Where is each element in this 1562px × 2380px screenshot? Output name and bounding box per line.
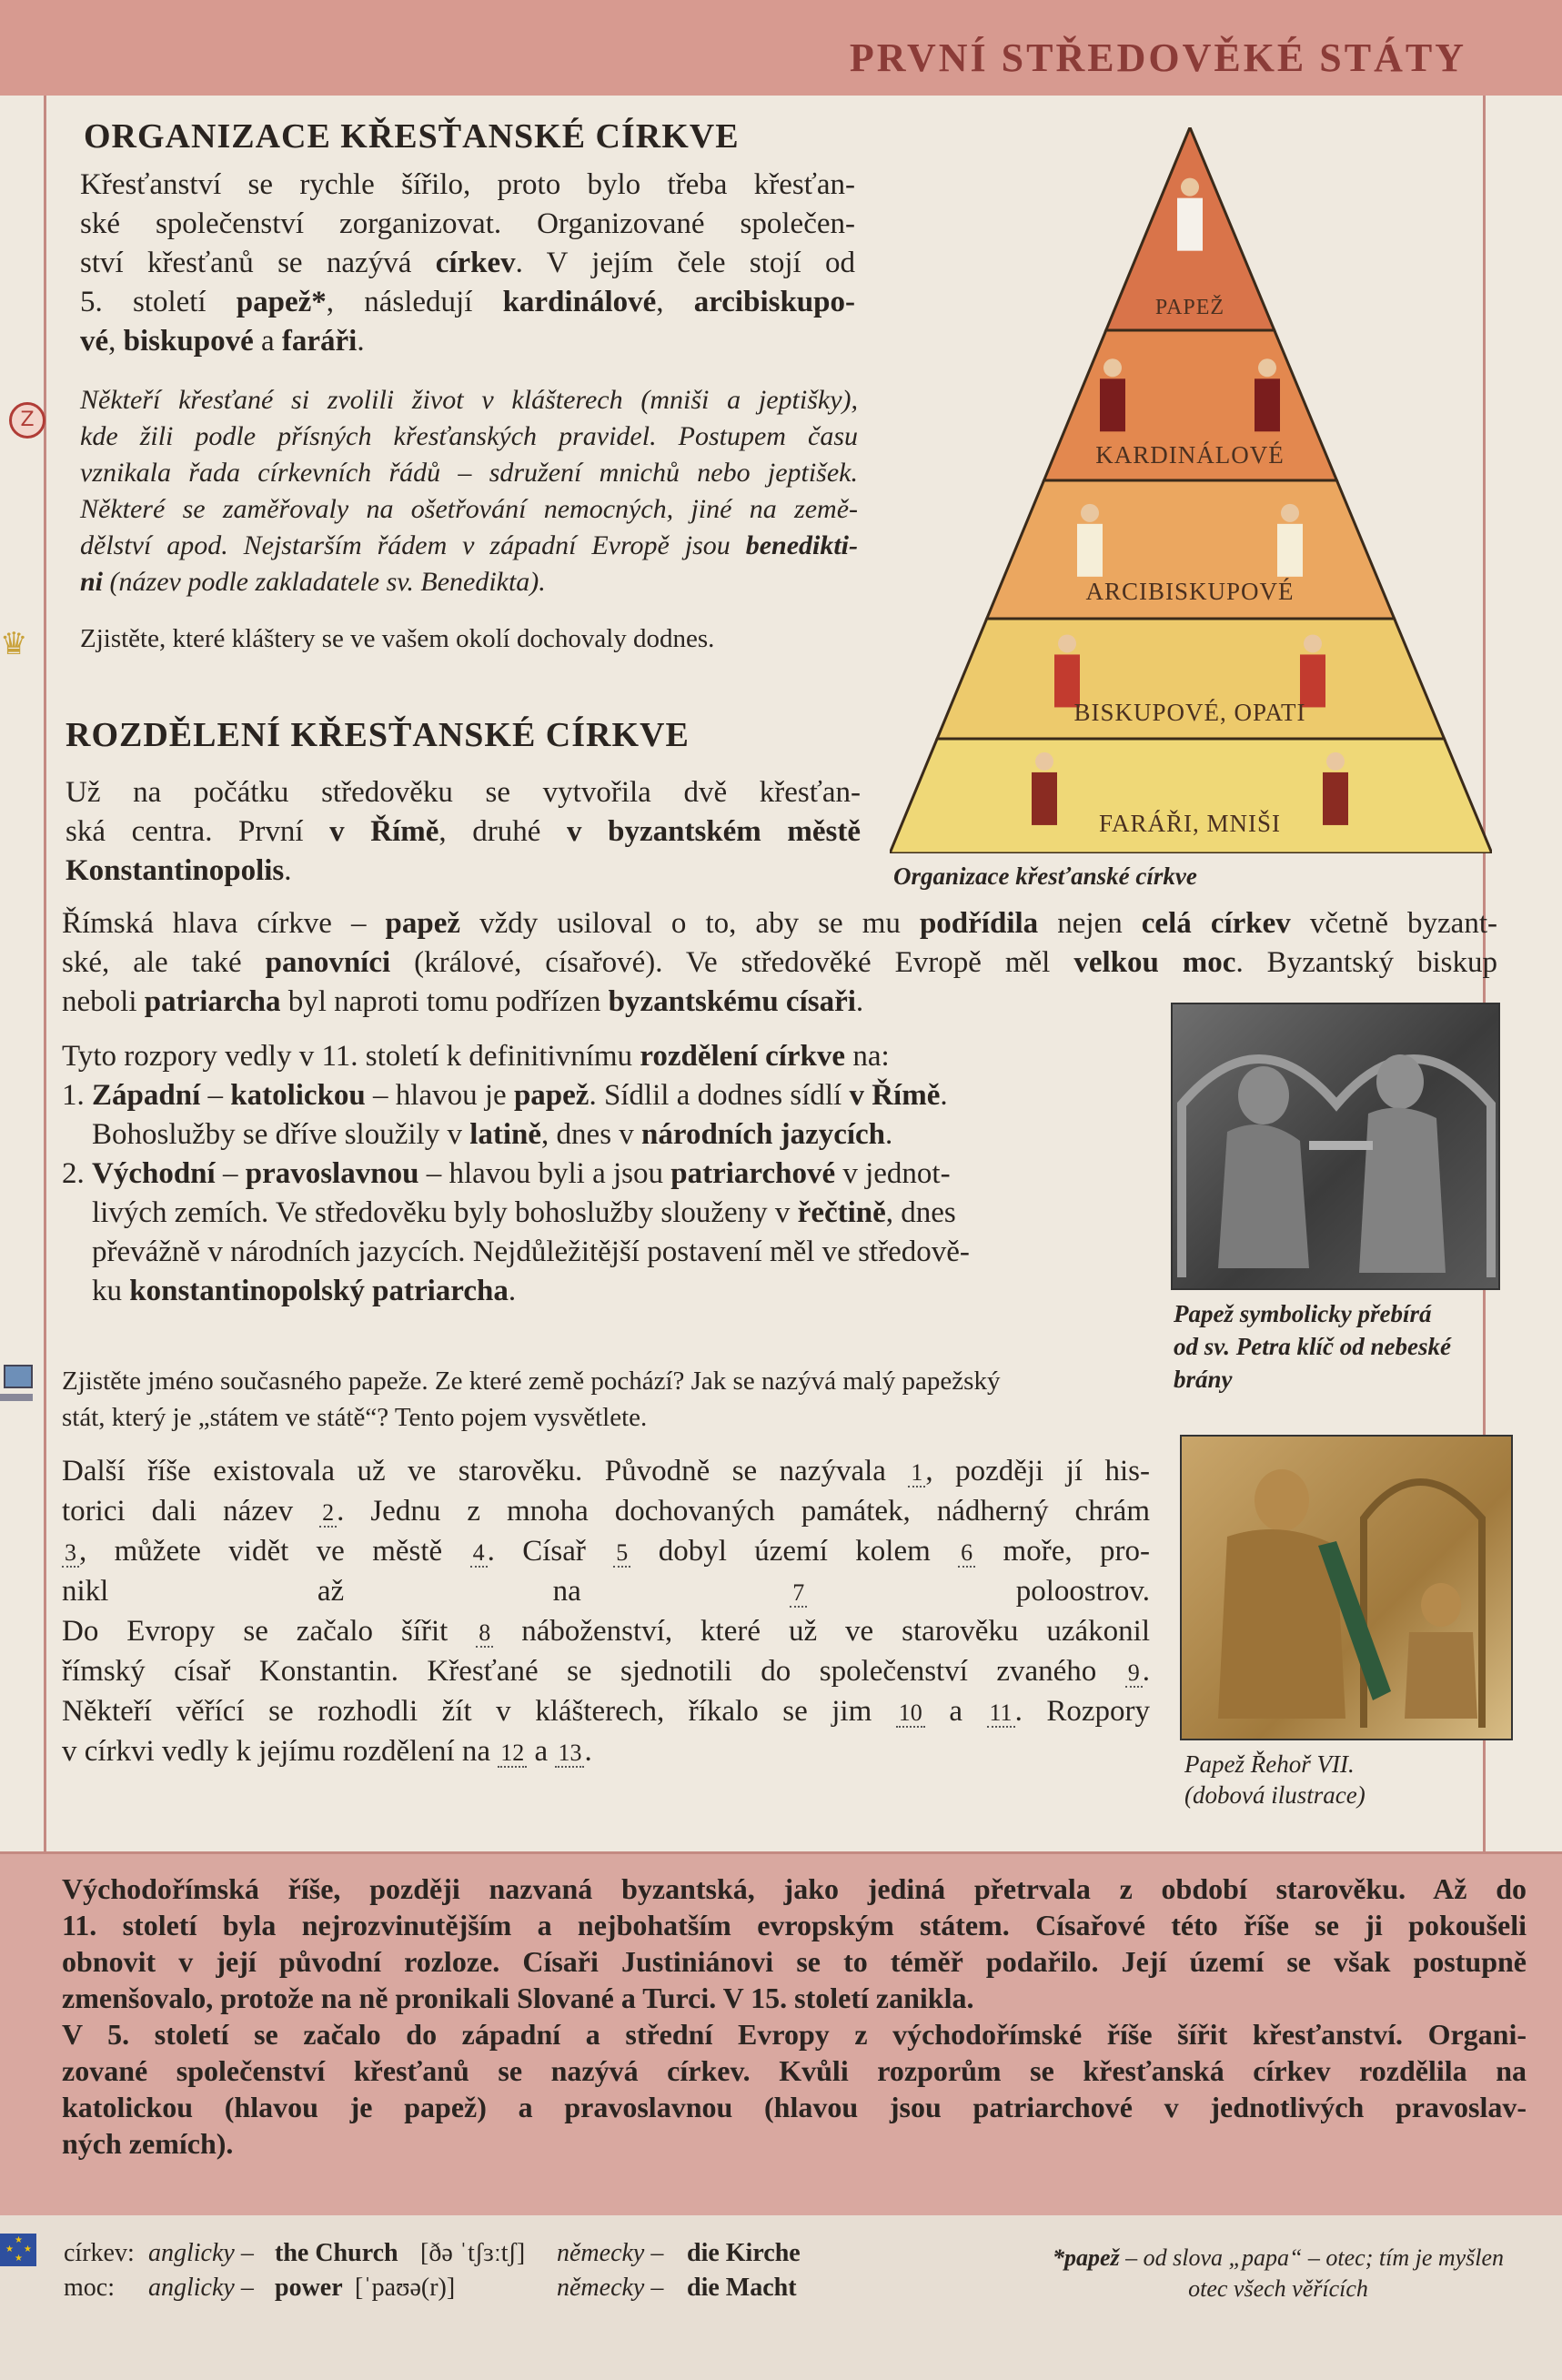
bold-term: latině xyxy=(469,1118,542,1151)
summary-line: zované společenství křesťanů se nazývá církev. Kvůli rozporům se křesťanská církev rozdělila na xyxy=(62,2054,1527,2087)
glossary-en-label: anglicky – xyxy=(148,2239,254,2267)
division-wide-line xyxy=(62,904,1497,943)
text-run: 2. xyxy=(62,1157,92,1190)
bold-term: rozdělení církve xyxy=(640,1040,846,1073)
footnote-text-1: – od slova „papa“ – otec; tím je myšlen xyxy=(1119,2244,1505,2271)
bold-term: velkou moc xyxy=(1073,946,1236,979)
text-run: Křesťanství se rychle šířilo, proto bylo třeba křesťan- xyxy=(80,168,855,201)
bold-term: arcibiskupo- xyxy=(693,286,855,318)
glossary-term: moc: xyxy=(64,2274,115,2302)
bold-term: národních jazycích xyxy=(641,1118,886,1151)
caption-line: (dobová ilustrace) xyxy=(1184,1781,1365,1809)
footnote-term: *papež xyxy=(1052,2244,1120,2271)
orders-paragraph xyxy=(80,382,858,600)
text-run: 5. století xyxy=(80,286,237,318)
text-run: . xyxy=(1142,1655,1150,1688)
exercise-line xyxy=(62,1452,1150,1492)
z-marker-icon: Z xyxy=(9,402,45,439)
organization-line xyxy=(80,244,855,283)
text-run: 1. xyxy=(62,1079,92,1112)
division-list-line xyxy=(62,1115,1146,1155)
text-run: . xyxy=(508,1275,517,1307)
text-run: . xyxy=(885,1118,893,1151)
text-run: . xyxy=(940,1079,948,1112)
exercise-line xyxy=(62,1612,1150,1652)
text-run: dělství apod. Nejstarším řádem v západní Evropě jsou xyxy=(80,530,746,560)
text-run: Někteří křesťané si zvolili život v klášterech (mniši a jeptišky), xyxy=(80,385,858,415)
pyramid-tier-label: PAPEŽ xyxy=(1154,296,1225,319)
text-run: byl naproti tomu podřízen xyxy=(280,985,609,1018)
text-run: poloostrov. xyxy=(807,1575,1150,1608)
text-run: a xyxy=(924,1695,987,1728)
text-run: neboli xyxy=(62,985,145,1018)
caption-line: Papež symbolicky přebírá xyxy=(1174,1300,1432,1327)
bold-term: benedikti- xyxy=(745,530,858,560)
exercise-line xyxy=(62,1652,1150,1692)
division-list-line xyxy=(62,1272,1146,1311)
division-wide-line xyxy=(62,943,1497,983)
orders-line xyxy=(80,564,858,600)
text-run: ské společenství zorganizovat. Organizované společen- xyxy=(80,207,855,240)
summary-line: Východořímská říše, později nazvaná byzantská, jako jediná přetrvala z období starověku. Až do xyxy=(62,1872,1527,1905)
computer-icon xyxy=(0,1365,31,1408)
text-run: převážně v národních jazycích. Nejdůležitější postavení měl ve středově- xyxy=(62,1235,970,1268)
text-run: – xyxy=(200,1079,231,1112)
text-run: . Rozpory xyxy=(1014,1695,1150,1728)
footnote-text-2: otec všech věřících xyxy=(1188,2275,1368,2302)
caption-line: od sv. Petra klíč od nebeské xyxy=(1174,1333,1451,1360)
text-run: ství křesťanů se nazývá xyxy=(80,247,436,279)
division-intro-line xyxy=(66,812,861,852)
division-intro-line xyxy=(66,773,861,812)
text-run: vždy usiloval o to, aby se mu xyxy=(460,907,920,940)
text-run: . Jednu z mnoha dochovaných památek, nádherný chrám xyxy=(337,1495,1150,1528)
text-run: torici dali název xyxy=(62,1495,320,1528)
glossary-term: církev: xyxy=(64,2239,135,2267)
text-run: Do Evropy se začalo šířit xyxy=(62,1615,477,1648)
text-run: . V jejím čele stojí od xyxy=(515,247,855,279)
exercise-line xyxy=(62,1572,1150,1612)
text-run: – hlavou je xyxy=(365,1079,514,1112)
glossary-english: power xyxy=(275,2274,343,2302)
bold-term: Východní xyxy=(92,1157,216,1190)
bold-term: celá církev xyxy=(1141,907,1291,940)
blank-number: 10 xyxy=(896,1699,925,1728)
orders-line xyxy=(80,455,858,491)
pope-gregory-illustration-image xyxy=(1180,1435,1513,1740)
monastery-task: Zjistěte, které kláštery se ve vašem okolí dochovaly dodnes. xyxy=(80,624,715,653)
illustration-caption xyxy=(1184,1749,1512,1810)
glossary-de-label: německy – xyxy=(557,2274,664,2302)
text-run: nikl až na xyxy=(62,1575,791,1608)
text-run: ku xyxy=(62,1275,130,1307)
text-run: (název podle zakladatele sv. Benedikta). xyxy=(103,567,546,597)
blank-number: 3 xyxy=(62,1539,79,1568)
glossary-german: die Macht xyxy=(687,2274,797,2302)
text-run: . Císař xyxy=(487,1535,614,1568)
pyramid-tier-label: ARCIBISKUPOVÉ xyxy=(1085,578,1295,605)
blank-number: 9 xyxy=(1125,1659,1143,1688)
orders-line xyxy=(80,382,858,419)
bold-term: patriarcha xyxy=(144,985,281,1018)
organization-line xyxy=(80,205,855,244)
division-intro-line xyxy=(66,852,861,891)
summary-box xyxy=(0,1851,1562,2218)
text-run: dobyl území kolem xyxy=(630,1535,959,1568)
pyramid-tier-label: KARDINÁLOVÉ xyxy=(1095,441,1285,469)
summary-line: 11. století byla nejrozvinutějším a nejbohatším evropským státem. Císařové této říše se ji pokoušeli xyxy=(62,1909,1527,1941)
chapter-title: PRVNÍ STŘEDOVĚKÉ STÁTY xyxy=(849,35,1466,80)
bold-term: patriarchové xyxy=(670,1157,836,1190)
relief-caption xyxy=(1174,1297,1501,1396)
text-run: – xyxy=(215,1157,246,1190)
division-list-line xyxy=(62,1076,1146,1115)
text-run: – hlavou byli a jsou xyxy=(418,1157,671,1190)
bold-term: kardinálové xyxy=(502,286,657,318)
text-run: římský císař Konstantin. Křesťané se sjednotili do společenství zvaného xyxy=(62,1655,1125,1688)
bold-term: podřídila xyxy=(919,907,1039,940)
caption-line: Papež Řehoř VII. xyxy=(1184,1750,1355,1778)
bold-term: Západní xyxy=(92,1079,201,1112)
orders-line xyxy=(80,419,858,455)
bold-term: církev xyxy=(435,247,516,279)
text-run: a xyxy=(253,325,282,358)
summary-line: ných zemích). xyxy=(62,2127,234,2160)
fill-in-exercise xyxy=(62,1452,1150,1772)
glossary-en-label: anglicky – xyxy=(148,2274,254,2302)
text-run: Některé se zaměřovaly na ošetřování nemocných, jiné na země- xyxy=(80,494,858,524)
text-run: moře, pro- xyxy=(975,1535,1150,1568)
organization-paragraph xyxy=(80,166,855,361)
bold-term: biskupové xyxy=(123,325,254,358)
text-run: , xyxy=(656,286,694,318)
text-run: , později jí his- xyxy=(925,1455,1150,1488)
bold-term: řečtině xyxy=(797,1196,886,1229)
bold-term: katolickou xyxy=(230,1079,366,1112)
text-run: nejen xyxy=(1038,907,1142,940)
blank-number: 6 xyxy=(958,1539,975,1568)
crown-icon: ♛ xyxy=(0,626,28,662)
text-run: , můžete vidět ve městě xyxy=(79,1535,470,1568)
pope-task xyxy=(62,1363,1167,1436)
text-run: v jednot- xyxy=(835,1157,951,1190)
text-run: na: xyxy=(845,1040,890,1073)
text-run: Bohoslužby se dříve sloužily v xyxy=(62,1118,470,1151)
orders-line xyxy=(80,528,858,564)
text-run: ská centra. První xyxy=(66,815,330,848)
pyramid-tier-label: FARÁŘI, MNIŠI xyxy=(1098,810,1282,837)
exercise-line xyxy=(62,1732,1150,1772)
bold-term: panovníci xyxy=(265,946,391,979)
eu-flag-icon: ★ ★ ★ ★ xyxy=(0,2234,36,2266)
bold-term: papež xyxy=(513,1079,590,1112)
bold-term: v byzantském městě xyxy=(567,815,861,848)
summary-line: obnovit v její původní rozloze. Císaři Justiniánovi se to téměř podařilo. Její území se však postupně xyxy=(62,1945,1527,1978)
text-run: ské, ale také xyxy=(62,946,266,979)
text-run: Další říše existovala už ve starověku. Původně se nazývala xyxy=(62,1455,909,1488)
summary-line: zmenšovalo, protože na ně pronikali Slované a Turci. V 15. století zanikla. xyxy=(62,1982,974,2014)
bold-term: pravoslavnou xyxy=(245,1157,419,1190)
text-run: , dnes xyxy=(885,1196,956,1229)
organization-line xyxy=(80,322,855,361)
glossary-english: the Church xyxy=(275,2239,398,2267)
organization-line xyxy=(80,166,855,205)
text-run: . Byzantský biskup xyxy=(1235,946,1497,979)
text-run: , dnes v xyxy=(541,1118,642,1151)
church-division-list xyxy=(62,1037,1146,1311)
text-run: livých zemích. Ve středověku byly bohoslužby slouženy v xyxy=(62,1196,798,1229)
text-run: . Sídlil a dodnes sídlí xyxy=(589,1079,850,1112)
bold-term: Konstantinopolis xyxy=(66,854,285,887)
caption-line: brány xyxy=(1174,1366,1233,1393)
orders-line xyxy=(80,491,858,528)
pope-footnote xyxy=(1010,2243,1547,2304)
summary-line: V 5. století se začalo do západní a střední Evropy z východořímské říše šířit křesťanství. Organi- xyxy=(62,2018,1527,2051)
text-run: a xyxy=(527,1735,556,1768)
blank-number: 1 xyxy=(908,1459,925,1488)
bold-term: v Římě xyxy=(849,1079,941,1112)
exercise-line xyxy=(62,1492,1150,1532)
blank-number: 2 xyxy=(319,1499,337,1528)
church-hierarchy-pyramid xyxy=(890,127,1492,853)
glossary-de-label: německy – xyxy=(557,2239,664,2267)
blank-number: 5 xyxy=(613,1539,630,1568)
text-run: . xyxy=(357,325,365,358)
text-run: náboženství, které už ve starověku uzákonil xyxy=(493,1615,1151,1648)
bold-term: ni xyxy=(80,567,104,597)
summary-line: katolickou (hlavou je papež) a pravoslavnou (hlavou jsou patriarchové v jednotlivých pravoslav- xyxy=(62,2091,1527,2123)
glossary-ipa: [ˈpaʊə(r)] xyxy=(355,2274,456,2302)
bold-term: v Římě xyxy=(329,815,439,848)
text-run: . xyxy=(584,1735,592,1768)
division-list-line xyxy=(62,1233,1146,1272)
glossary-german: die Kirche xyxy=(687,2239,801,2267)
text-run: , xyxy=(108,325,124,358)
blank-number: 4 xyxy=(470,1539,488,1568)
text-run: . xyxy=(855,985,864,1018)
text-run: kde žili podle přísných křesťanských pravidel. Postupem času xyxy=(80,421,858,451)
exercise-line xyxy=(62,1692,1150,1732)
blank-number: 7 xyxy=(790,1579,807,1608)
text-run: vznikala řada církevních řádů – sdružení mnichů nebo jeptišek. xyxy=(80,458,858,488)
text-run: Římská hlava církve – xyxy=(62,907,386,940)
text-run: , následují xyxy=(326,286,503,318)
text-run: v církvi vedly k jejímu rozdělení na xyxy=(62,1735,499,1768)
text-run: (králové, císařové). Ve středověké Evropě měl xyxy=(390,946,1074,979)
text-run: včetně byzant- xyxy=(1290,907,1497,940)
pope-receives-key-relief-image xyxy=(1171,1003,1500,1290)
blank-number: 8 xyxy=(476,1619,493,1648)
task-line: stát, který je „státem ve státě“? Tento pojem vysvětlete. xyxy=(62,1403,648,1432)
text-run: , druhé xyxy=(438,815,567,848)
bold-term: byzantskému císaři xyxy=(608,985,856,1018)
bold-term: faráři xyxy=(281,325,358,358)
section-title-organization: ORGANIZACE KŘESŤANSKÉ CÍRKVE xyxy=(84,117,740,156)
bold-term: papež xyxy=(385,907,461,940)
text-run: Někteří věřící se rozhodli žít v klášterech, říkalo se jim xyxy=(62,1695,896,1728)
text-run: Tyto rozpory vedly v 11. století k definitivnímu xyxy=(62,1040,640,1073)
organization-line xyxy=(80,283,855,322)
blank-number: 12 xyxy=(498,1740,527,1768)
glossary-footer xyxy=(0,2215,1562,2380)
blank-number: 11 xyxy=(987,1699,1015,1728)
division-intro-paragraph xyxy=(66,773,861,891)
pyramid-tier-label: BISKUPOVÉ, OPATI xyxy=(1073,699,1306,726)
division-list-line xyxy=(62,1155,1146,1194)
exercise-line xyxy=(62,1532,1150,1572)
bold-term: papež* xyxy=(236,286,327,318)
task-line: Zjistěte jméno současného papeže. Ze které země pochází? Jak se nazývá malý papežský xyxy=(62,1366,1001,1396)
text-run: Už na počátku středověku se vytvořila dvě křesťan- xyxy=(66,776,861,809)
left-margin-rule xyxy=(44,96,46,1851)
chapter-header xyxy=(0,0,1562,96)
text-run: . xyxy=(284,854,292,887)
blank-number: 13 xyxy=(555,1740,584,1768)
pyramid-caption: Organizace křesťanské církve xyxy=(893,862,1197,890)
division-list-line xyxy=(62,1037,1146,1076)
bold-term: vé xyxy=(80,325,109,358)
division-list-line xyxy=(62,1194,1146,1233)
bold-term: konstantinopolský patriarcha xyxy=(129,1275,509,1307)
section-title-division: ROZDĚLENÍ KŘESŤANSKÉ CÍRKVE xyxy=(66,716,690,754)
glossary-ipa: [ðə ˈtʃɜːtʃ] xyxy=(420,2239,526,2267)
